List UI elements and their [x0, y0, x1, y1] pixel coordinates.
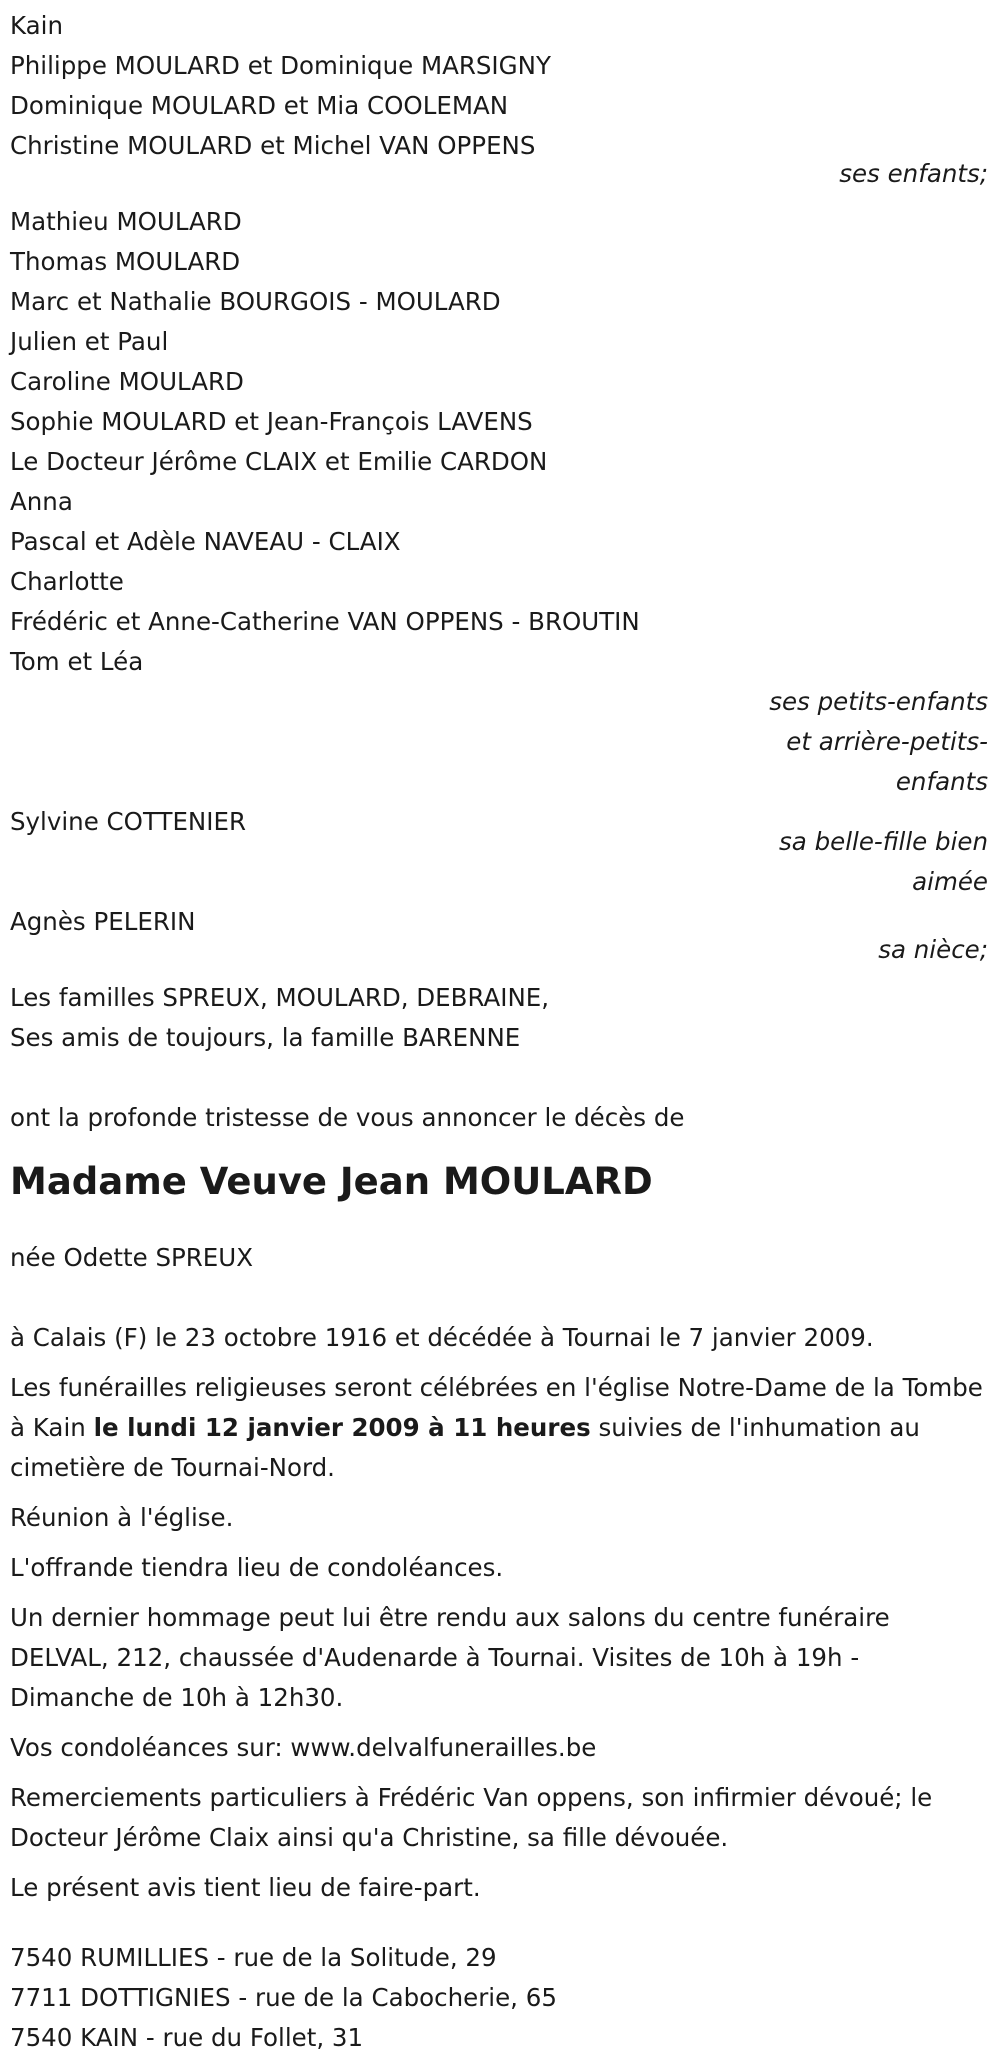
family-name-line: Marc et Nathalie BOURGOIS - MOULARD [10, 287, 501, 316]
family-group-niece [10, 902, 988, 970]
family-name-line: Le Docteur Jérôme CLAIX et Emilie CARDON [10, 447, 548, 476]
relation-line: aimée [912, 867, 988, 896]
address-line: 7711 DOTTIGNIES - rue de la Cabocherie, 65 [10, 1983, 557, 2012]
family-name-line: Anna [10, 487, 73, 516]
relation-label [10, 682, 988, 802]
family-name-line: Agnès PELERIN [10, 907, 196, 936]
family-name-line: Julien et Paul [10, 327, 169, 356]
faire-part-note: Le présent avis tient lieu de faire-part. [10, 1873, 481, 1902]
other-mourners-line: Ses amis de toujours, la famille BARENNE [10, 1023, 521, 1052]
family-group-daughter-in-law [10, 802, 988, 902]
relation-line: et arrière-petits- [786, 727, 988, 756]
relation-line: enfants [895, 767, 988, 796]
funeral-text-after: suivies de l'inhumation au cimetière de Tournai-Nord. [10, 1413, 920, 1482]
birth-death-text: à Calais (F) le 23 octobre 1916 et décédée à Tournai le 7 janvier 2009. [10, 1323, 874, 1352]
deceased-name: Madame Veuve Jean MOULARD [10, 1160, 653, 1203]
family-name-line: Kain [10, 11, 63, 40]
family-name-line: Dominique MOULARD et Mia COOLEMAN [10, 91, 509, 120]
funeral-date-time: le lundi 12 janvier 2009 à 11 heures [93, 1413, 591, 1442]
funeral-text-before: Les funérailles religieuses seront célébrées en l'église Notre-Dame de la Tombe à Kain [10, 1373, 983, 1442]
announcement-text: ont la profonde tristesse de vous annoncer le décès de [10, 1103, 685, 1132]
family-name-line: Christine MOULARD et Michel VAN OPPENS [10, 131, 536, 160]
other-mourners-line: Les familles SPREUX, MOULARD, DEBRAINE, [10, 983, 550, 1012]
family-name-line: Thomas MOULARD [10, 247, 241, 276]
tribute-note: Un dernier hommage peut lui être rendu aux salons du centre funéraire DELVAL, 212, chaussée d'Audenarde à Tournai. Visites de 10h à 19h - Dimanche de 10h à 12h30. [10, 1603, 890, 1712]
relation-line: sa belle-fille bien [779, 827, 988, 856]
condolences-website: Vos condoléances sur: www.delvalfunerailles.be [10, 1733, 597, 1762]
funeral-details [10, 1368, 988, 1488]
family-name-line: Caroline MOULARD [10, 367, 244, 396]
addresses [10, 1938, 988, 2058]
address-line: 7540 KAIN - rue du Follet, 31 [10, 2023, 364, 2052]
relation-line: ses enfants; [839, 159, 988, 188]
family-name-line: Mathieu MOULARD [10, 207, 242, 236]
family-name-line: Frédéric et Anne-Catherine VAN OPPENS - BROUTIN [10, 607, 640, 636]
relation-line: sa nièce; [878, 935, 988, 964]
family-name-line: Tom et Léa [10, 647, 144, 676]
meeting-note: Réunion à l'église. [10, 1503, 234, 1532]
thanks-note: Remerciements particuliers à Frédéric Van oppens, son infirmier dévoué; le Docteur Jérôme Claix ainsi qu'a Christine, sa fille dévouée. [10, 1783, 933, 1852]
family-group-children [10, 6, 988, 194]
address-line: 7540 RUMILLIES - rue de la Solitude, 29 [10, 1943, 497, 1972]
family-name-line: Sophie MOULARD et Jean-François LAVENS [10, 407, 533, 436]
relation-line: ses petits-enfants [769, 687, 988, 716]
other-mourners [10, 978, 988, 1058]
family-name-line: Pascal et Adèle NAVEAU - CLAIX [10, 527, 401, 556]
family-name-line: Sylvine COTTENIER [10, 807, 246, 836]
family-group-grandchildren [10, 202, 988, 802]
offering-note: L'offrande tiendra lieu de condoléances. [10, 1553, 504, 1582]
born-name: née Odette SPREUX [10, 1243, 253, 1272]
family-name-line: Philippe MOULARD et Dominique MARSIGNY [10, 51, 551, 80]
family-name-line: Charlotte [10, 567, 124, 596]
